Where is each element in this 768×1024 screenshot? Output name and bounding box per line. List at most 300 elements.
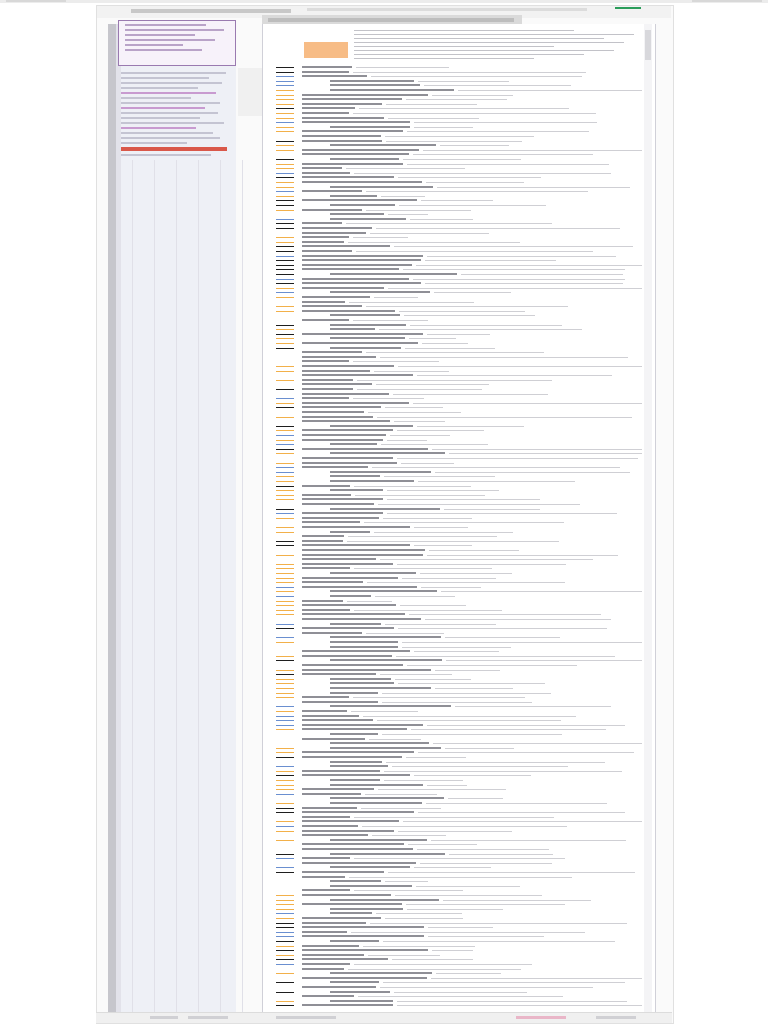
list-item[interactable] — [276, 117, 642, 121]
row-primary-text — [302, 945, 359, 947]
list-item[interactable] — [276, 940, 642, 944]
list-item[interactable] — [276, 264, 642, 268]
list-item[interactable] — [276, 641, 642, 645]
list-item[interactable] — [276, 609, 642, 613]
list-item[interactable] — [276, 724, 642, 728]
row-primary-text — [302, 922, 366, 924]
row-marker — [276, 743, 294, 744]
row-secondary-text — [408, 844, 477, 845]
list-item[interactable] — [276, 899, 642, 903]
list-item[interactable] — [276, 627, 642, 631]
list-item[interactable] — [276, 912, 642, 916]
row-primary-text — [302, 931, 347, 933]
row-marker — [276, 950, 294, 951]
sidebar-card[interactable] — [118, 20, 236, 66]
list-item[interactable] — [276, 715, 642, 719]
list-item[interactable] — [276, 462, 642, 466]
list-item[interactable] — [276, 84, 642, 88]
list-item[interactable] — [276, 885, 642, 889]
list-item[interactable] — [276, 586, 642, 590]
list-item[interactable] — [276, 696, 642, 700]
list-item[interactable] — [276, 986, 642, 990]
list-item[interactable] — [276, 595, 642, 599]
list-item[interactable] — [276, 784, 642, 788]
list-item[interactable] — [276, 273, 642, 277]
list-item[interactable] — [276, 291, 642, 295]
list-item[interactable] — [276, 255, 642, 259]
sidebar-alert-bar[interactable] — [121, 147, 227, 151]
list-item[interactable] — [276, 719, 642, 723]
list-item[interactable] — [276, 282, 642, 286]
list-item[interactable] — [276, 98, 642, 102]
list-item[interactable] — [276, 853, 642, 857]
row-marker — [276, 982, 294, 983]
row-primary-text — [302, 117, 384, 119]
list-item[interactable] — [276, 94, 642, 98]
list-item[interactable] — [276, 816, 642, 820]
list-item[interactable] — [276, 374, 642, 378]
list-item[interactable] — [276, 443, 642, 447]
list-item[interactable] — [276, 236, 642, 240]
list-item[interactable] — [276, 314, 642, 318]
list-item[interactable] — [276, 687, 642, 691]
row-primary-text — [302, 830, 394, 832]
menu-bar-left-items[interactable] — [6, 0, 66, 2]
list-item[interactable] — [276, 333, 642, 337]
row-primary-text — [302, 310, 395, 312]
list-item[interactable] — [276, 434, 642, 438]
list-item[interactable] — [276, 935, 642, 939]
list-item[interactable] — [276, 1000, 642, 1004]
list-item[interactable] — [276, 954, 642, 958]
list-item[interactable] — [276, 195, 642, 199]
row-marker — [276, 168, 294, 169]
list-item[interactable] — [276, 793, 642, 797]
list-item[interactable] — [276, 310, 642, 314]
list-item[interactable] — [276, 347, 642, 351]
list-item[interactable] — [276, 517, 642, 521]
row-marker — [276, 826, 294, 827]
row-secondary-text — [407, 909, 503, 910]
row-secondary-text — [398, 628, 607, 629]
row-secondary-text — [458, 90, 642, 91]
list-item[interactable] — [276, 871, 642, 875]
list-item[interactable] — [276, 862, 642, 866]
row-secondary-text — [398, 366, 642, 367]
list-item[interactable] — [276, 186, 642, 190]
list-item[interactable] — [276, 623, 642, 627]
row-marker — [276, 288, 294, 289]
list-item[interactable] — [276, 843, 642, 847]
status-item[interactable] — [150, 1016, 178, 1019]
list-item[interactable] — [276, 107, 642, 111]
row-primary-text — [330, 705, 451, 707]
list-item[interactable] — [276, 636, 642, 640]
list-item[interactable] — [276, 659, 642, 663]
row-primary-text — [302, 429, 393, 431]
list-item[interactable] — [276, 167, 642, 171]
list-item[interactable] — [276, 121, 642, 125]
list-item[interactable] — [276, 416, 642, 420]
list-item[interactable] — [276, 738, 642, 742]
row-marker — [276, 720, 294, 721]
list-item[interactable] — [276, 259, 642, 263]
list-item[interactable] — [276, 319, 642, 323]
row-secondary-text — [348, 242, 520, 243]
list-item[interactable] — [276, 682, 642, 686]
list-item[interactable] — [276, 774, 642, 778]
list-item[interactable] — [276, 204, 642, 208]
list-item[interactable] — [276, 66, 642, 70]
list-item[interactable] — [276, 761, 642, 765]
row-primary-text — [302, 540, 343, 542]
row-primary-text — [302, 434, 386, 436]
list-item[interactable] — [276, 80, 642, 84]
list-item[interactable] — [276, 646, 642, 650]
row-secondary-text — [448, 798, 503, 799]
list-item[interactable] — [276, 411, 642, 415]
row-primary-text — [330, 623, 381, 625]
toolbar[interactable] — [307, 8, 587, 11]
list-item[interactable] — [276, 153, 642, 157]
list-item[interactable] — [276, 163, 642, 167]
row-marker — [276, 854, 294, 855]
row-primary-text — [302, 889, 350, 891]
row-primary-text — [330, 784, 423, 786]
row-marker — [276, 817, 294, 818]
status-item[interactable] — [516, 1016, 566, 1019]
list-item[interactable] — [276, 535, 642, 539]
row-secondary-text — [376, 228, 620, 229]
row-secondary-text — [410, 325, 562, 326]
list-item[interactable] — [276, 388, 642, 392]
list-item[interactable] — [276, 126, 642, 130]
list-item[interactable] — [276, 278, 642, 282]
row-primary-text — [302, 181, 422, 183]
scrollbar-thumb[interactable] — [645, 30, 651, 60]
row-marker — [276, 136, 294, 137]
list-item[interactable] — [276, 172, 642, 176]
list-item[interactable] — [276, 135, 642, 139]
list-item[interactable] — [276, 908, 642, 912]
column-guides — [120, 160, 260, 1018]
row-secondary-text — [402, 578, 496, 579]
row-secondary-text — [400, 605, 466, 606]
list-item[interactable] — [276, 250, 642, 254]
list-item[interactable] — [276, 733, 642, 737]
list-item[interactable] — [276, 963, 642, 967]
list-item[interactable] — [276, 820, 642, 824]
list-item[interactable] — [276, 181, 642, 185]
list-item[interactable] — [276, 705, 642, 709]
list-item[interactable] — [276, 305, 642, 309]
row-marker — [276, 490, 294, 491]
row-secondary-text — [398, 177, 541, 178]
list-item[interactable] — [276, 981, 642, 985]
list-item[interactable] — [276, 130, 642, 134]
list-item[interactable] — [276, 866, 642, 870]
list-item[interactable] — [276, 471, 642, 475]
list-item[interactable] — [276, 218, 642, 222]
list-item[interactable] — [276, 112, 642, 116]
list-item[interactable] — [276, 227, 642, 231]
list-item[interactable] — [276, 337, 642, 341]
list-item[interactable] — [276, 991, 642, 995]
list-item[interactable] — [276, 788, 642, 792]
list-item[interactable] — [276, 356, 642, 360]
list-item[interactable] — [276, 742, 642, 746]
row-marker — [276, 831, 294, 832]
row-marker — [276, 509, 294, 510]
list-item[interactable] — [276, 765, 642, 769]
list-item[interactable] — [276, 830, 642, 834]
list-item[interactable] — [276, 751, 642, 755]
list-item[interactable] — [276, 949, 642, 953]
list-item[interactable] — [276, 567, 642, 571]
list-item[interactable] — [276, 710, 642, 714]
list-item[interactable] — [276, 503, 642, 507]
row-marker — [276, 472, 294, 473]
list-item[interactable] — [276, 857, 642, 861]
row-primary-text — [302, 383, 372, 385]
list-item[interactable] — [276, 664, 642, 668]
list-item[interactable] — [276, 209, 642, 213]
list-item[interactable] — [276, 779, 642, 783]
row-marker — [276, 85, 294, 86]
list-item[interactable] — [276, 176, 642, 180]
list-item[interactable] — [276, 770, 642, 774]
list-item[interactable] — [276, 383, 642, 387]
list-item[interactable] — [276, 972, 642, 976]
list-item[interactable] — [276, 903, 642, 907]
list-item[interactable] — [276, 526, 642, 530]
row-primary-text — [302, 834, 368, 836]
list-item[interactable] — [276, 549, 642, 553]
list-item[interactable] — [276, 287, 642, 291]
list-item[interactable] — [276, 71, 642, 75]
list-item[interactable] — [276, 489, 642, 493]
list-item[interactable] — [276, 448, 642, 452]
list-item[interactable] — [276, 466, 642, 470]
list-item[interactable] — [276, 268, 642, 272]
status-item[interactable] — [188, 1016, 228, 1019]
list-item[interactable] — [276, 232, 642, 236]
row-primary-text — [330, 991, 390, 993]
list-item[interactable] — [276, 498, 642, 502]
row-secondary-text — [376, 913, 462, 914]
list-item[interactable] — [276, 848, 642, 852]
list-item[interactable] — [276, 600, 642, 604]
list-item[interactable] — [276, 563, 642, 567]
list-item[interactable] — [276, 613, 642, 617]
list-item[interactable] — [276, 825, 642, 829]
list-item[interactable] — [276, 834, 642, 838]
list-item[interactable] — [276, 342, 642, 346]
list-item[interactable] — [276, 245, 642, 249]
list-item[interactable] — [276, 802, 642, 806]
status-item[interactable] — [596, 1016, 636, 1019]
row-marker — [276, 762, 294, 763]
row-marker — [276, 150, 294, 151]
row-primary-text — [302, 669, 431, 671]
list-item[interactable] — [276, 673, 642, 677]
list-item[interactable] — [276, 968, 642, 972]
list-item[interactable] — [276, 213, 642, 217]
list-item[interactable] — [276, 876, 642, 880]
list-item[interactable] — [276, 926, 642, 930]
list-item[interactable] — [276, 839, 642, 843]
list-item[interactable] — [276, 480, 642, 484]
list-item[interactable] — [276, 655, 642, 659]
list-item[interactable] — [276, 701, 642, 705]
list-item[interactable] — [276, 494, 642, 498]
list-item[interactable] — [276, 199, 642, 203]
row-marker — [276, 371, 294, 372]
list-item[interactable] — [276, 807, 642, 811]
row-secondary-text — [425, 283, 623, 284]
list-item[interactable] — [276, 328, 642, 332]
row-primary-text — [302, 862, 416, 864]
list-item[interactable] — [276, 241, 642, 245]
list-item[interactable] — [276, 439, 642, 443]
scrollbar[interactable] — [644, 24, 652, 1018]
menu-bar-status-area[interactable] — [692, 0, 762, 2]
list-item[interactable] — [276, 190, 642, 194]
list-item[interactable] — [276, 149, 642, 153]
row-marker — [276, 808, 294, 809]
row-secondary-text — [431, 840, 626, 841]
list-item[interactable] — [276, 485, 642, 489]
row-primary-text — [330, 218, 406, 220]
list-item[interactable] — [276, 429, 642, 433]
list-item[interactable] — [276, 393, 642, 397]
list-item[interactable] — [276, 880, 642, 884]
row-marker — [276, 614, 294, 615]
list-item[interactable] — [276, 889, 642, 893]
document-header — [276, 28, 642, 64]
row-primary-text — [330, 595, 371, 597]
row-marker — [276, 187, 294, 188]
list-item[interactable] — [276, 756, 642, 760]
row-marker — [276, 766, 294, 767]
list-item[interactable] — [276, 572, 642, 576]
row-marker — [276, 771, 294, 772]
row-marker — [276, 835, 294, 836]
list-item[interactable] — [276, 140, 642, 144]
list-item[interactable] — [276, 931, 642, 935]
list-item[interactable] — [276, 558, 642, 562]
list-item[interactable] — [276, 958, 642, 962]
list-item[interactable] — [276, 590, 642, 594]
list-item[interactable] — [276, 512, 642, 516]
list-item[interactable] — [276, 360, 642, 364]
row-primary-text — [330, 742, 429, 744]
list-item[interactable] — [276, 669, 642, 673]
row-marker — [276, 256, 294, 257]
list-item[interactable] — [276, 894, 642, 898]
list-item[interactable] — [276, 452, 642, 456]
list-item[interactable] — [276, 475, 642, 479]
list-item[interactable] — [276, 103, 642, 107]
row-primary-text — [330, 489, 383, 491]
list-item[interactable] — [276, 618, 642, 622]
row-marker — [276, 959, 294, 960]
row-marker — [276, 725, 294, 726]
list-item[interactable] — [276, 1004, 642, 1008]
list-item[interactable] — [276, 678, 642, 682]
list-item[interactable] — [276, 811, 642, 815]
list-item[interactable] — [276, 397, 642, 401]
row-secondary-text — [363, 716, 576, 717]
list-item[interactable] — [276, 324, 642, 328]
list-item[interactable] — [276, 747, 642, 751]
list-item[interactable] — [276, 379, 642, 383]
list-item[interactable] — [276, 797, 642, 801]
sidebar-text-block — [121, 72, 231, 159]
list-item[interactable] — [276, 544, 642, 548]
row-secondary-text — [407, 164, 609, 165]
list-item[interactable] — [276, 531, 642, 535]
list-item[interactable] — [276, 577, 642, 581]
list-item[interactable] — [276, 457, 642, 461]
list-item[interactable] — [276, 420, 642, 424]
row-primary-text — [302, 664, 403, 666]
list-item[interactable] — [276, 922, 642, 926]
list-item[interactable] — [276, 554, 642, 558]
list-item[interactable] — [276, 692, 642, 696]
list-item[interactable] — [276, 158, 642, 162]
list-item[interactable] — [276, 650, 642, 654]
row-primary-text — [302, 807, 357, 809]
list-item[interactable] — [276, 370, 642, 374]
list-item[interactable] — [276, 917, 642, 921]
row-primary-text — [302, 190, 362, 192]
list-item[interactable] — [276, 222, 642, 226]
list-item[interactable] — [276, 351, 642, 355]
list-item[interactable] — [276, 301, 642, 305]
row-secondary-text — [366, 633, 444, 634]
row-secondary-text — [445, 637, 560, 638]
list-item[interactable] — [276, 540, 642, 544]
row-primary-text — [330, 425, 413, 427]
status-item[interactable] — [276, 1016, 336, 1019]
list-item[interactable] — [276, 296, 642, 300]
row-marker — [276, 449, 294, 450]
list-item[interactable] — [276, 521, 642, 525]
row-secondary-text — [380, 559, 593, 560]
list-item[interactable] — [276, 945, 642, 949]
list-item[interactable] — [276, 508, 642, 512]
list-item[interactable] — [276, 977, 642, 981]
list-item[interactable] — [276, 425, 642, 429]
row-secondary-text — [387, 513, 617, 514]
row-primary-text — [302, 411, 364, 413]
row-secondary-text — [401, 463, 454, 464]
list-item[interactable] — [276, 604, 642, 608]
list-item[interactable] — [276, 406, 642, 410]
list-item[interactable] — [276, 632, 642, 636]
list-item[interactable] — [276, 144, 642, 148]
list-item[interactable] — [276, 402, 642, 406]
list-item[interactable] — [276, 365, 642, 369]
row-marker — [276, 95, 294, 96]
list-item[interactable] — [276, 995, 642, 999]
list-item[interactable] — [276, 75, 642, 79]
list-item[interactable] — [276, 89, 642, 93]
list-item[interactable] — [276, 728, 642, 732]
list-item[interactable] — [276, 581, 642, 585]
row-primary-text — [302, 816, 350, 818]
